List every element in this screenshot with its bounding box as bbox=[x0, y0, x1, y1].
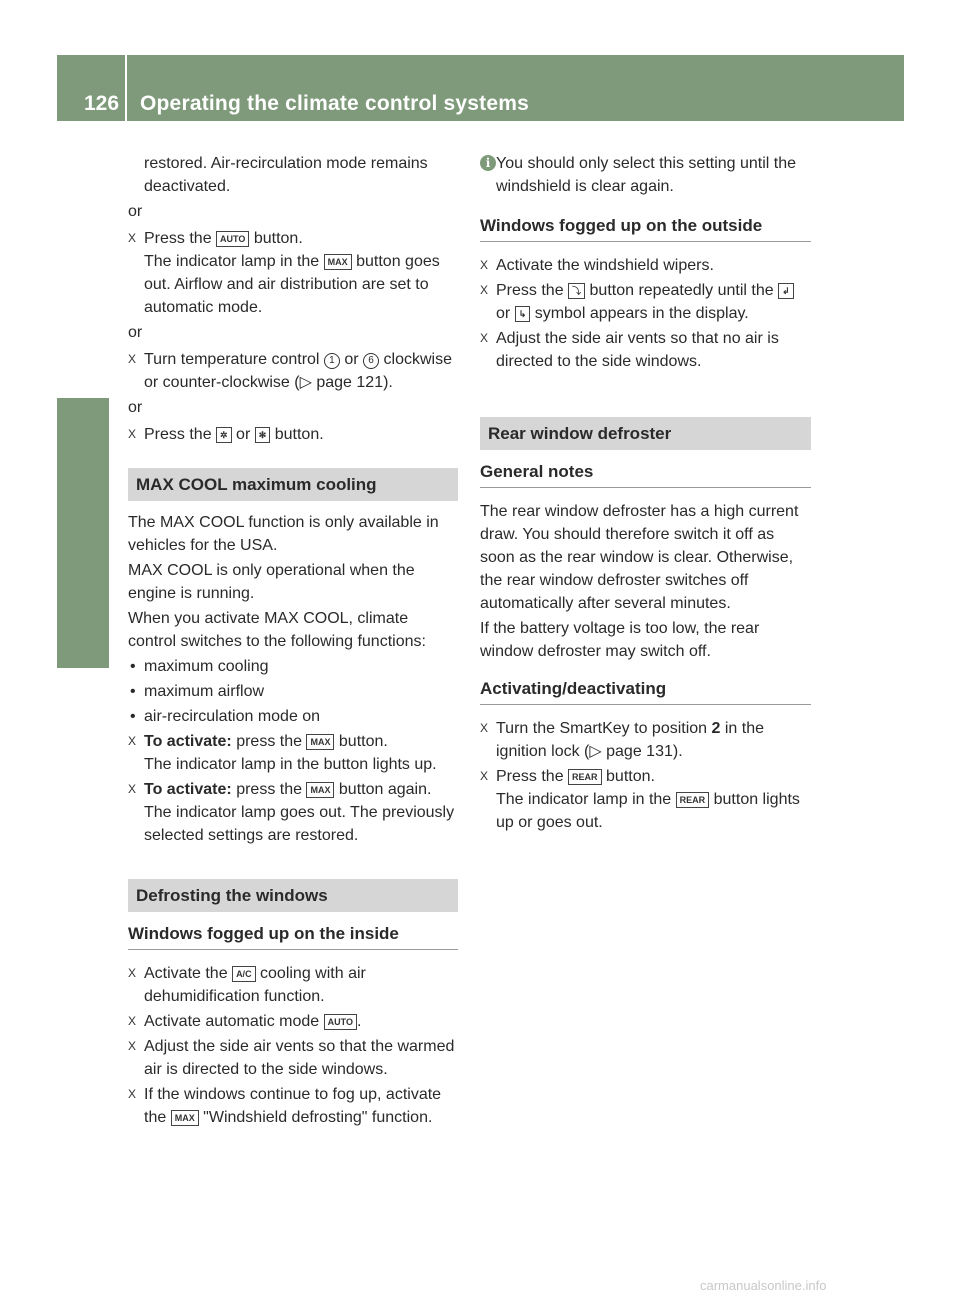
paragraph: MAX COOL is only operational when the engine is running. bbox=[128, 562, 415, 602]
arrow-icon: X bbox=[128, 734, 137, 748]
section-label: Climate control bbox=[84, 485, 111, 660]
rear-defroster-icon: REAR bbox=[676, 792, 710, 808]
section-heading: MAX COOL maximum cooling bbox=[128, 468, 458, 501]
step-text: button. bbox=[274, 426, 324, 443]
step-result: The indicator lamp in the button lights up. bbox=[144, 756, 437, 773]
subsection-heading: Activating/deactivating bbox=[480, 677, 811, 705]
paragraph: The MAX COOL function is only available in vehicles for the USA. bbox=[128, 514, 439, 554]
arrow-icon: X bbox=[480, 769, 489, 783]
step-result: The indicator lamp in the bbox=[144, 253, 320, 270]
arrow-icon: X bbox=[480, 283, 489, 297]
step-text: button. bbox=[253, 230, 303, 247]
page-number: 126 bbox=[84, 92, 120, 115]
step-text: clockwise or counter-clockwise (▷ page 121). bbox=[144, 351, 452, 391]
step-text: or bbox=[236, 426, 251, 443]
watermark: carmanualsonline.info bbox=[700, 1278, 827, 1293]
step-text: Press the bbox=[144, 426, 212, 443]
step-text: or bbox=[344, 351, 359, 368]
section-heading: Rear window defroster bbox=[480, 417, 811, 450]
step bbox=[480, 717, 811, 763]
header-separator bbox=[125, 55, 127, 121]
step-text: button again. bbox=[338, 781, 432, 798]
step-text: Press the bbox=[144, 230, 212, 247]
paragraph: If the battery voltage is too low, the rear window defroster may switch off. bbox=[480, 620, 760, 660]
step-text: Activate automatic mode bbox=[144, 1013, 320, 1030]
fan-increase-icon: ✲ bbox=[216, 427, 232, 443]
air-distribution-icon: ⤵ bbox=[568, 283, 585, 299]
step bbox=[128, 1083, 458, 1129]
step-text: press the bbox=[236, 733, 302, 750]
step-text: Activate the bbox=[144, 965, 228, 982]
arrow-icon: X bbox=[128, 966, 137, 980]
step-text: Adjust the side air vents so that no air is directed to the side windows. bbox=[496, 330, 779, 370]
step bbox=[128, 227, 458, 319]
step bbox=[128, 962, 458, 1008]
arrow-icon: X bbox=[128, 352, 137, 366]
arrow-icon: X bbox=[128, 231, 137, 245]
step-text: Turn the SmartKey to position bbox=[496, 720, 708, 737]
arrow-icon: X bbox=[480, 331, 489, 345]
section-heading: Defrosting the windows bbox=[128, 879, 458, 912]
info-text: You should only select this setting until the windshield is clear again. bbox=[496, 155, 797, 195]
step-text: Activate the windshield wipers. bbox=[496, 257, 714, 274]
max-cool-icon: MAX bbox=[306, 782, 334, 798]
ac-button-icon: A/C bbox=[232, 966, 256, 982]
step-label: To activate: bbox=[144, 781, 232, 798]
step bbox=[128, 778, 458, 847]
or-text: or bbox=[128, 203, 143, 220]
step bbox=[128, 423, 458, 446]
arrow-icon: X bbox=[128, 1087, 137, 1101]
page-title: Operating the climate control systems bbox=[140, 92, 530, 115]
control-1-icon: 1 bbox=[324, 353, 340, 369]
right-column bbox=[480, 152, 811, 836]
arrow-icon: X bbox=[128, 427, 137, 441]
arrow-icon: X bbox=[128, 1039, 137, 1053]
windshield-defrost-icon: MAX bbox=[171, 1110, 199, 1126]
arrow-icon: X bbox=[480, 721, 489, 735]
step-text: . bbox=[357, 1013, 362, 1030]
step-text: button. bbox=[606, 768, 655, 785]
step-text: "Windshield defrosting" function. bbox=[203, 1109, 433, 1126]
step bbox=[128, 348, 458, 394]
step bbox=[480, 327, 811, 373]
step-result: button goes out. Airflow and air distribution are set to automatic mode. bbox=[144, 253, 440, 316]
auto-button-icon: AUTO bbox=[216, 231, 249, 247]
list-item: • air-recirculation mode on bbox=[130, 708, 321, 725]
step-text: button repeatedly until the bbox=[589, 282, 774, 299]
air-to-windshield-footwell-icon: ↲ bbox=[778, 283, 794, 299]
step bbox=[128, 730, 458, 776]
step-text: 2 bbox=[711, 720, 721, 737]
step-text: in the ignition lock (▷ page 131). bbox=[496, 720, 765, 760]
step bbox=[480, 765, 811, 834]
step-text: Adjust the side air vents so that the warmed air is directed to the side windows. bbox=[144, 1038, 455, 1078]
subsection-heading: Windows fogged up on the inside bbox=[128, 922, 458, 950]
list-item: • maximum cooling bbox=[130, 658, 269, 675]
step-text: press the bbox=[236, 781, 302, 798]
step-label: To activate: bbox=[144, 733, 232, 750]
step-text: If the windows continue to fog up, activate the bbox=[144, 1086, 442, 1126]
step-text: Turn temperature control bbox=[144, 351, 320, 368]
or-text: or bbox=[128, 324, 143, 341]
list-item: • maximum airflow bbox=[130, 683, 265, 700]
step-result: button lights up or goes out. bbox=[496, 791, 800, 831]
rear-defroster-icon: REAR bbox=[568, 769, 602, 785]
auto-button-icon: AUTO bbox=[324, 1014, 357, 1030]
step-text: Press the bbox=[496, 768, 564, 785]
paragraph: The rear window defroster has a high current draw. You should therefore switch it off as soon as the rear window is clear. Otherwise, the rear window defroster switches off automatically after several minutes. bbox=[480, 503, 799, 612]
step-text: cooling with air dehumidification function. bbox=[144, 965, 366, 1005]
paragraph: restored. Air-recirculation mode remains deactivated. bbox=[144, 155, 428, 195]
control-6-icon: 6 bbox=[363, 353, 379, 369]
arrow-icon: X bbox=[480, 258, 489, 272]
max-cool-icon: MAX bbox=[306, 734, 334, 750]
air-to-windshield-icon: ↳ bbox=[515, 306, 531, 322]
arrow-icon: X bbox=[128, 782, 137, 796]
step-text: button. bbox=[338, 733, 388, 750]
windshield-defrost-icon: MAX bbox=[324, 254, 352, 270]
step bbox=[128, 1010, 458, 1033]
left-column bbox=[128, 152, 458, 1131]
step-text: or bbox=[496, 305, 511, 322]
info-icon: i bbox=[480, 155, 496, 171]
info-note bbox=[480, 152, 811, 198]
step-text: symbol appears in the display. bbox=[534, 305, 749, 322]
or-text: or bbox=[128, 399, 143, 416]
step bbox=[480, 254, 811, 277]
step bbox=[128, 1035, 458, 1081]
step-result: The indicator lamp in the bbox=[496, 791, 672, 808]
step bbox=[480, 279, 811, 325]
arrow-icon: X bbox=[128, 1014, 137, 1028]
paragraph: When you activate MAX COOL, climate control switches to the following functions: bbox=[128, 610, 426, 650]
step-text: Press the bbox=[496, 282, 564, 299]
step-result: The indicator lamp goes out. The previously selected settings are restored. bbox=[144, 804, 455, 844]
subsection-heading: Windows fogged up on the outside bbox=[480, 214, 811, 242]
fan-decrease-icon: ✻ bbox=[255, 427, 271, 443]
subsection-heading: General notes bbox=[480, 460, 811, 488]
